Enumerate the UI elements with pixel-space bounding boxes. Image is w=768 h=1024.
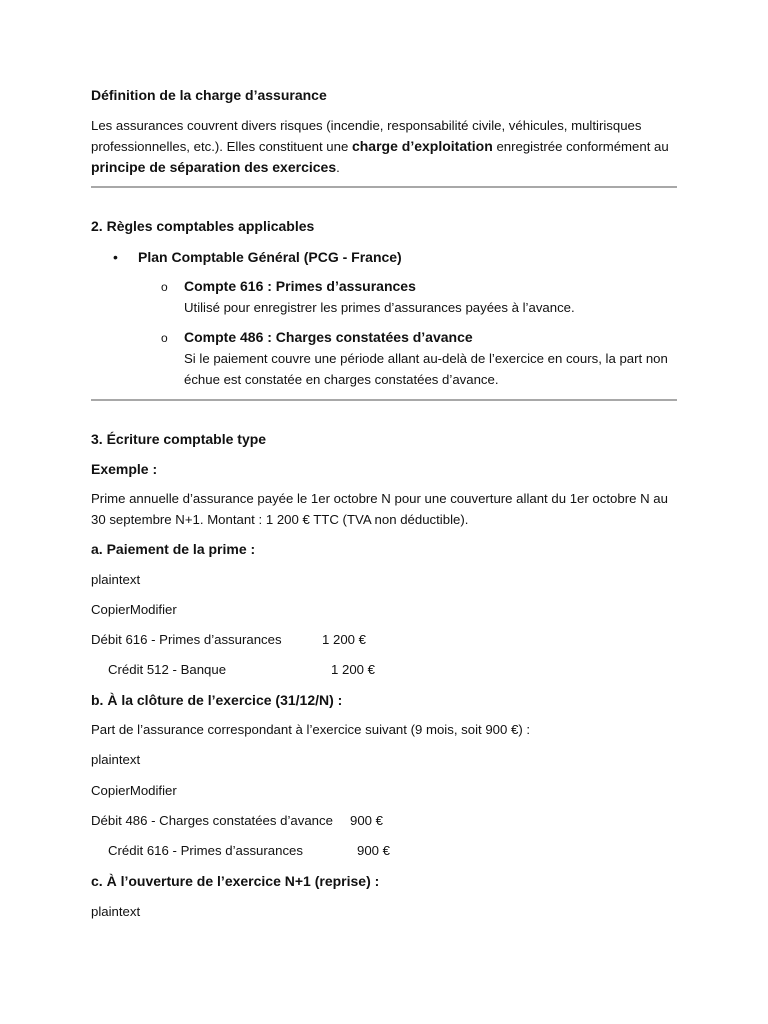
section-1-paragraph (91, 115, 677, 178)
debit-486-line: Débit 486 - Charges constatées d’avance (91, 813, 333, 828)
section-3-number: 3. (91, 431, 103, 447)
section-divider (91, 399, 677, 401)
code-language-label: plaintext (91, 904, 141, 919)
example-label: Exemple : (91, 461, 158, 477)
account-486-title: Compte 486 : Charges constatées d’avance (184, 329, 473, 345)
credit-512-line: Crédit 512 - Banque (108, 662, 227, 677)
account-486-description: Si le paiement couvre une période allant au-delà de l’exercice en cours, la part non échue est constatée en charges constatées d’avance. (184, 351, 668, 387)
credit-512-amount: 1 200 € (331, 662, 375, 677)
code-language-label: plaintext (91, 752, 141, 767)
paragraph-bold-term: principe de séparation des exercices (91, 159, 337, 175)
account-616-description: Utilisé pour enregistrer les primes d’assurances payées à l’avance. (184, 300, 575, 315)
sub-bullet-marker: o (161, 280, 168, 294)
copy-edit-button[interactable]: CopierModifier (91, 602, 177, 617)
debit-616-line: Débit 616 - Primes d’assurances (91, 632, 282, 647)
credit-616-line: Crédit 616 - Primes d’assurances (108, 843, 303, 858)
section-2-heading (91, 217, 314, 235)
debit-616-amount: 1 200 € (322, 632, 366, 647)
section-2-title: Règles comptables applicables (106, 218, 315, 234)
copy-edit-button[interactable]: CopierModifier (91, 783, 177, 798)
paragraph-text: Les assurances couvrent divers risques (incendie, responsabilité civile, véhicules, multirisques professionnelles, etc.). Elles constituent une (91, 118, 642, 154)
step-c-heading: c. À l’ouverture de l’exercice N+1 (reprise) : (91, 873, 380, 889)
paragraph-text: enregistrée conformément au (492, 139, 669, 154)
paragraph-bold-term: charge d’exploitation (351, 138, 493, 154)
section-2-number: 2. (91, 218, 103, 234)
step-b-heading: b. À la clôture de l’exercice (31/12/N) : (91, 692, 343, 708)
step-b-intro: Part de l’assurance correspondant à l’exercice suivant (9 mois, soit 900 €) : (91, 722, 531, 737)
section-1-heading (91, 86, 327, 104)
document-page (91, 0, 677, 1024)
section-3-title: Écriture comptable type (106, 431, 267, 447)
section-3-heading (91, 430, 266, 448)
debit-486-amount: 900 € (350, 813, 384, 828)
account-616-title: Compte 616 : Primes d’assurances (184, 278, 416, 294)
credit-616-amount: 900 € (357, 843, 391, 858)
code-language-label: plaintext (91, 572, 141, 587)
section-divider (91, 186, 677, 188)
paragraph-text: . (336, 160, 340, 175)
step-a-heading: a. Paiement de la prime : (91, 541, 256, 557)
bullet-pcg-label: Plan Comptable Général (PCG - France) (138, 249, 402, 265)
sub-bullet-marker: o (161, 331, 168, 345)
section-1-title: Définition de la charge d’assurance (91, 87, 327, 103)
bullet-marker: • (113, 249, 118, 265)
example-text: Prime annuelle d’assurance payée le 1er octobre N pour une couverture allant du 1er octobre N au 30 septembre N+1. Montant : 1 200 € TTC (TVA non déductible). (91, 491, 668, 527)
